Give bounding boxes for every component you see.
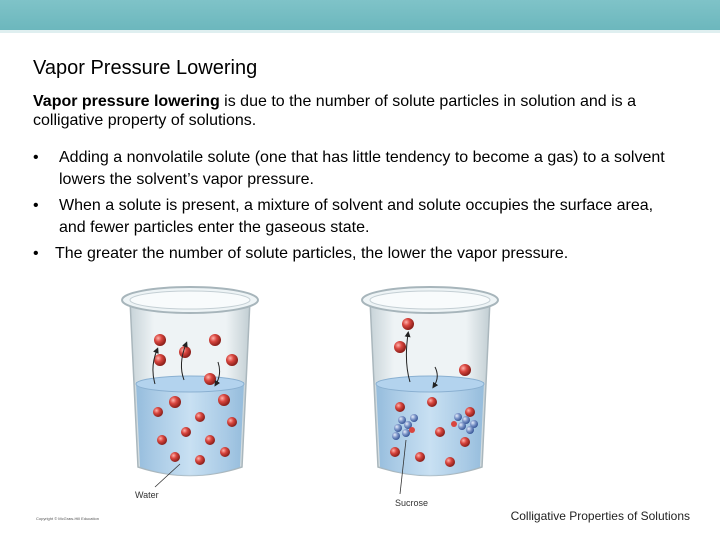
- slide-title: Vapor Pressure Lowering: [33, 57, 258, 79]
- footer-text: Colligative Properties of Solutions: [510, 509, 690, 523]
- water-label: Water: [135, 490, 159, 500]
- intro-paragraph: [33, 92, 693, 130]
- intro-text: is due to the number of solute particles in solution and is a colligative property of solutions.: [33, 93, 636, 129]
- beaker-illustration: [100, 272, 560, 512]
- bullet-dot: •: [33, 149, 39, 166]
- bullet-list: [33, 147, 673, 269]
- copyright-notice: Copyright © McGraw-Hill Education: [36, 516, 99, 521]
- water-beaker: [122, 287, 258, 500]
- sucrose-label: Sucrose: [395, 498, 429, 508]
- bullet-text: When a solute is present, a mixture of solvent and solute occupies the surface area, and fewer particles enter the gaseous state.: [59, 197, 654, 236]
- bullet-item: [33, 243, 673, 265]
- bullet-item: [33, 147, 673, 191]
- header-band: [0, 0, 720, 30]
- intro-term: Vapor pressure lowering: [33, 93, 220, 110]
- bullet-text: The greater the number of solute particles, the lower the vapor pressure.: [55, 245, 569, 262]
- sucrose-beaker: [362, 287, 498, 508]
- bullet-dot: •: [33, 245, 39, 262]
- header-rule: [0, 30, 720, 33]
- bullet-text: Adding a nonvolatile solute (one that has little tendency to become a gas) to a solvent lowers the solvent’s vapor pressure.: [59, 149, 665, 188]
- bullet-dot: •: [33, 197, 39, 214]
- bullet-item: [33, 195, 673, 239]
